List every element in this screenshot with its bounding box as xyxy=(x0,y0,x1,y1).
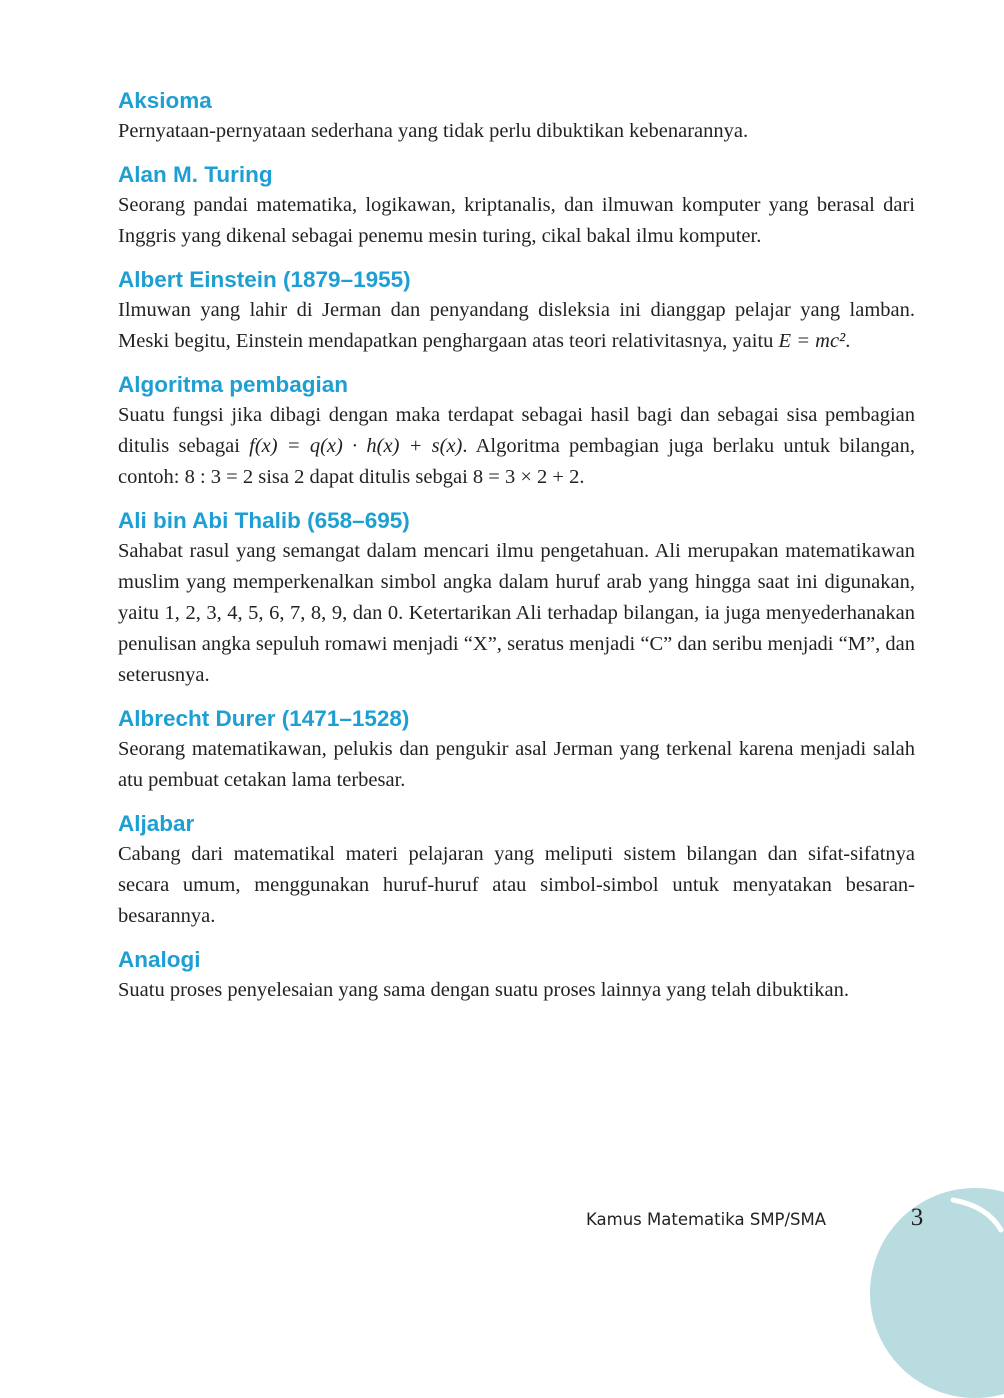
formula: E = mc² xyxy=(778,330,846,352)
entry-definition xyxy=(118,400,915,493)
glossary-entry xyxy=(118,704,915,796)
entry-definition xyxy=(118,295,915,357)
entry-term: Alan M. Turing xyxy=(118,162,273,187)
entry-definition: Pernyataan-pernyataan sederhana yang tidak perlu dibuktikan kebenarannya. xyxy=(118,120,749,142)
page-number: 3 xyxy=(910,1204,924,1231)
highlight-arc-icon xyxy=(875,1188,1004,1308)
entry-term: Albert Einstein (1879–1955) xyxy=(118,267,411,292)
definition-text: . Algoritma pembagian juga berlaku untuk bilangan, contoh: 8 : 3 = 2 sisa 2 dapat ditulis sebgai 8 = 3 × 2 + 2. xyxy=(118,435,916,488)
entry-term: Aksioma xyxy=(118,88,212,113)
glossary-entry xyxy=(118,265,915,357)
definition-text: Suatu fungsi jika dibagi dengan maka terdapat sebagai hasil bagi dan sebagai sisa pembagian ditulis sebagai xyxy=(118,404,915,457)
glossary-entry xyxy=(118,945,915,1006)
entry-term: Ali bin Abi Thalib (658–695) xyxy=(118,508,410,533)
glossary-entry xyxy=(118,809,915,932)
glossary-content xyxy=(118,86,915,1019)
entry-term: Analogi xyxy=(118,947,201,972)
formula: f(x) = q(x) · h(x) + s(x) xyxy=(249,435,463,457)
definition-text: . xyxy=(845,330,851,352)
entry-definition: Sahabat rasul yang semangat dalam mencari ilmu pengetahuan. Ali merupakan matematikawan muslim yang memperkenalkan simbol angka dalam huruf arab yang hingga saat ini digunakan, yaitu 1, 2, 3, 4, 5, 6, 7, 8, 9, dan 0. Ketertarikan Ali terhadap bilangan, ia juga menyederhanakan penulisan angka sepuluh romawi menjadi “X”, seratus menjadi “C” dan seribu menjadi “M”, dan seterusnya. xyxy=(118,540,915,686)
footer-book-title: Kamus Matematika SMP/SMA xyxy=(586,1210,827,1229)
glossary-entry xyxy=(118,370,915,493)
glossary-entry xyxy=(118,160,915,252)
entry-definition: Cabang dari matematikal materi pelajaran yang meliputi sistem bilangan dan sifat-sifatnya secara umum, menggunakan huruf-huruf atau simbol-simbol untuk menyatakan besaran-besarannya. xyxy=(118,843,915,927)
entry-term: Aljabar xyxy=(118,811,195,836)
entry-term: Albrecht Durer (1471–1528) xyxy=(118,706,410,731)
entry-term: Algoritma pembagian xyxy=(118,372,349,397)
entry-definition: Suatu proses penyelesaian yang sama dengan suatu proses lainnya yang telah dibuktikan. xyxy=(118,979,849,1001)
glossary-entry xyxy=(118,86,915,147)
glossary-entry xyxy=(118,506,915,691)
entry-definition: Seorang matematikawan, pelukis dan pengukir asal Jerman yang terkenal karena menjadi salah atu pembuat cetakan lama terbesar. xyxy=(118,738,915,791)
entry-definition: Seorang pandai matematika, logikawan, kriptanalis, dan ilmuwan komputer yang berasal dari Inggris yang dikenal sebagai penemu mesin turing, cikal bakal ilmu komputer. xyxy=(118,194,915,247)
definition-text: Ilmuwan yang lahir di Jerman dan penyandang disleksia ini dianggap pelajar yang lamban. Meski begitu, Einstein mendapatkan penghargaan atas teori relativitasnya, yaitu xyxy=(118,299,915,352)
